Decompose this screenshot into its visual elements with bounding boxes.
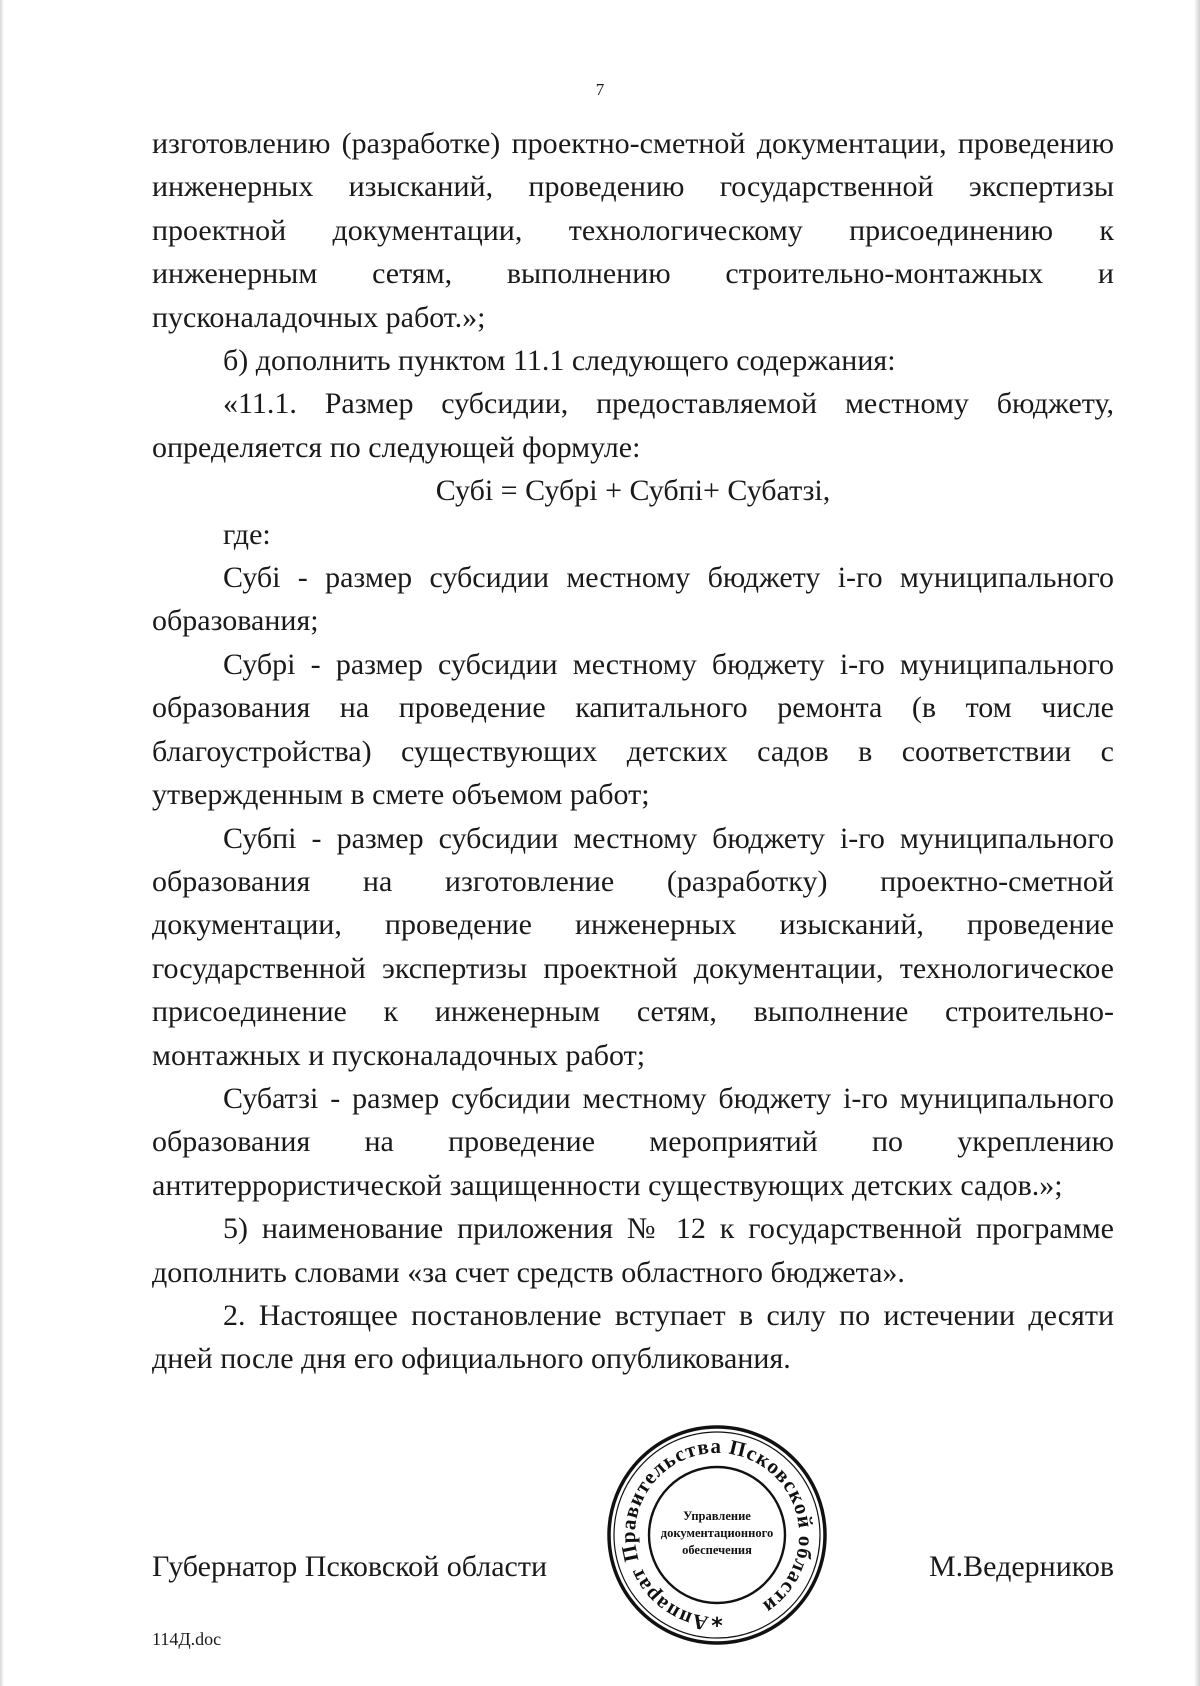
seal-inner-line-1: Управление — [683, 1509, 751, 1523]
seal-inner-line-3: обеспечения — [682, 1543, 752, 1557]
scan-edge-right — [1194, 0, 1200, 1686]
definition-subatz: Субатзі - размер субсидии местному бюджету і-го муниципального образования на проведение мероприятий по укреплению антитеррористической защищенности существующих детских садов.»; — [152, 1081, 1114, 1202]
seal-inner-line-2: документационного — [660, 1526, 774, 1540]
paragraph-amendment-b: б) дополнить пунктом 11.1 следующего содержания: — [223, 344, 896, 378]
paragraph-clause-11-1: «11.1. Размер субсидии, предоставляемой местному бюджету, определяется по следующей формуле: — [152, 387, 1114, 464]
paragraph-effective-date: 2. Настоящее постановление вступает в силу по истечении десяти дней после дня его официального опубликования. — [152, 1298, 1114, 1376]
formula: Субі = Субрі + Субпі+ Субатзі, — [435, 474, 831, 508]
seal-outer-text: Аппарат Правительства Псковской области — [615, 1433, 819, 1636]
paragraph-continuation: изготовлению (разработке) проектно-сметной документации, проведению инженерных изысканий, проведению государственной экспертизы проектной документации, технологическому присоединению к инженерным сетям, выполнению строительно-монтажных и пусконаладочных работ.»; — [152, 127, 1114, 334]
seal-star: * — [711, 1614, 723, 1639]
paragraph-where: где: — [223, 517, 271, 551]
document-body — [152, 122, 1114, 1381]
official-seal — [603, 1421, 831, 1649]
signatory-name: М.Ведерников — [928, 1550, 1114, 1583]
page-number: 7 — [595, 80, 605, 99]
definition-sub: Субі - размер субсидии местному бюджету і-го муниципального образования; — [152, 561, 1114, 638]
scan-edge-left — [0, 0, 4, 1686]
file-name: 114Д.doc — [152, 1629, 222, 1649]
paragraph-item-5: 5) наименование приложения № 12 к государственной программе дополнить словами «за счет средств областного бюджета». — [152, 1212, 1114, 1289]
signatory-position: Губернатор Псковской области — [152, 1550, 548, 1583]
definition-subr: Субрі - размер субсидии местному бюджету і-го муниципального образования на проведение капитального ремонта (в том числе благоустройства) существующих детских садов в соответствии с утвержденным в смете объемом работ; — [152, 647, 1114, 812]
definition-subp: Субпі - размер субсидии местному бюджету і-го муниципального образования на изготовление (разработку) проектно-сметной документации, проведение инженерных изысканий, проведение государственной экспертизы проектной документации, технологическое присоединение к инженерным сетям, выполнение строительно-монтажных и пусконаладочных работ; — [152, 821, 1114, 1072]
